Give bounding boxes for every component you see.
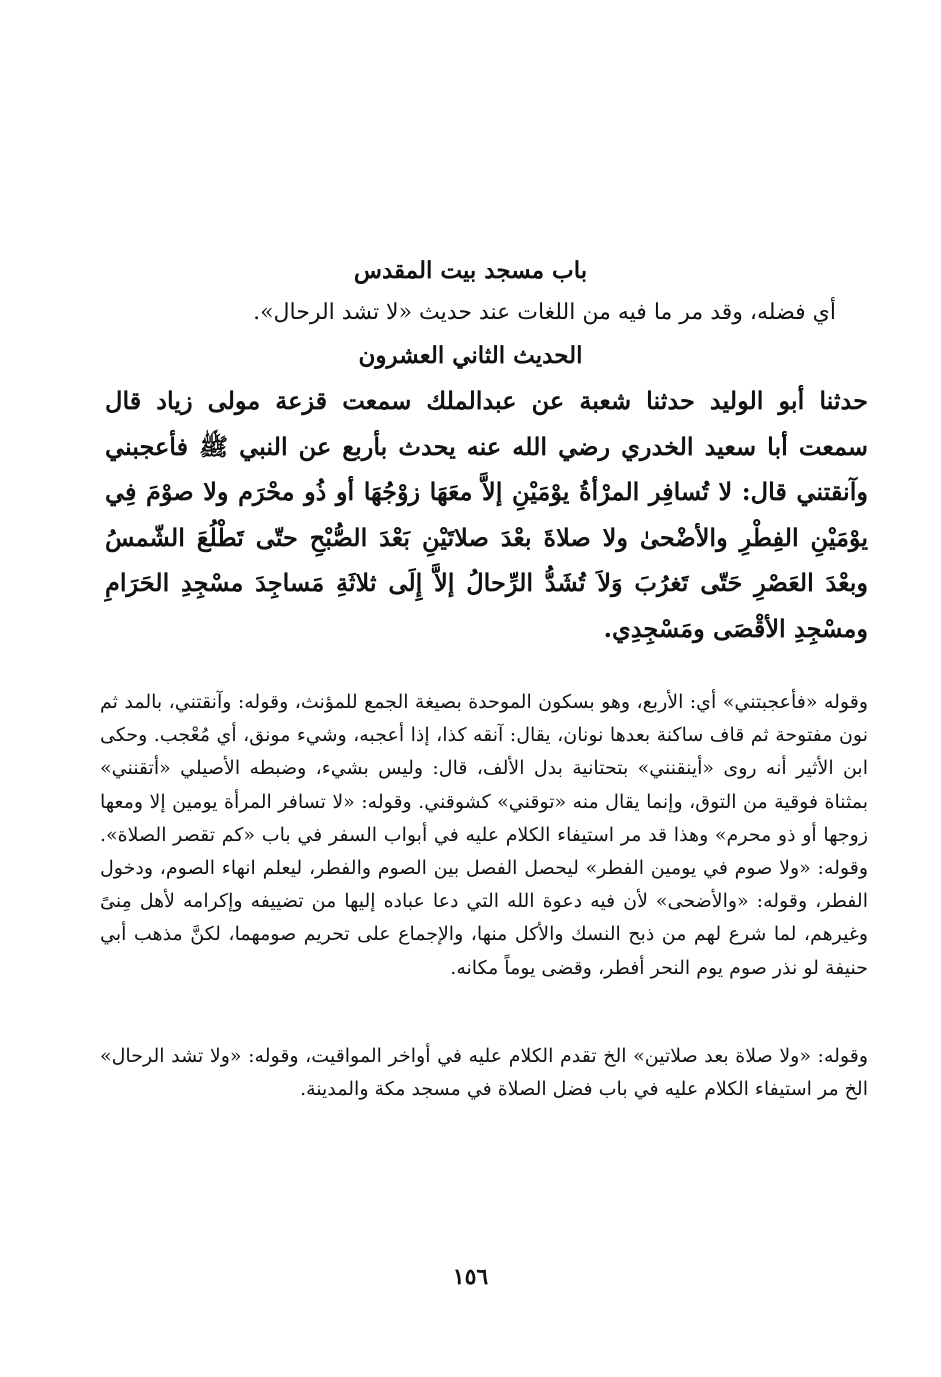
page-number: ١٥٦ <box>452 1264 489 1290</box>
hadith-heading: الحديث الثاني العشرون <box>358 342 583 369</box>
hadith-text: حدثنا أبو الوليد حدثنا شعبة عن عبدالملك سمعت قزعة مولى زياد قال سمعت أبا سعيد الخدري رضي الله عنه يحدث بأربع عن النبي ﷺ فأعجبني وآنقتني قال: لا تُسافِر المرْأةُ يوْمَيْنِ إلاَّ معَهَا زوْجُهَا أو ذُو محْرَم ولا صوْمَ فِي يوْمَيْنِ الفِطْرِ والأضْحىٰ ولا صلاةَ بعْدَ صلاتَيْنِ بَعْدَ الصُّبْحِ حتّى تَطْلُعَ الشّمسُ وبعْدَ العَصْرِ حَتّى تَغرُبَ وَلاَ تُشَدُّ الرِّحالُ إلاَّ إِلَى ثلاثَةِ مَساجِدَ مسْجِدِ الحَرَامِ ومسْجِدِ الأقْصَى ومَسْجِدِي. <box>105 386 869 643</box>
commentary-paragraph: وقوله «فأعجبتني» أي: الأربع، وهو بسكون الموحدة بصيغة الجمع للمؤنث، وقوله: وآنقتني، بالمد ثم نون مفتوحة ثم قاف ساكنة بعدها نونان، يقال: آنقه كذا، إذا أعجبه، وشيء مونق، أي مُعْجب. وحكى ابن الأثير أنه روى «أينقنني» بتحتانية بدل الألف، قال: وليس بشيء، وضبطه الأصيلي «أتقنني» بمثناة فوقية من التوق، وإنما يقال منه «توقني» كشوقني. وقوله: «لا تسافر المرأة يومين إلا ومعها زوجها أو ذو محرم» وهذا قد مر استيفاء الكلام عليه في أبواب السفر في باب «كم تقصر الصلاة». وقوله: «ولا صوم في يومين الفطر» ليحصل الفصل بين الصوم والفطر، ليعلم انهاء الصوم، ودخول الفطر، وقوله: «والأضحى» لأن فيه دعوة الله التي دعا عباده إليها من تضييفه وإكرامه لأهل مِنىً وغيرهم، لما شرع لهم من ذبح النسك والأكل منها، والإجماع على تحريم صومهما، لكنَّ مذهب أبي حنيفة لو نذر صوم يوم النحر أفطر، وقضى يوماً مكانه. <box>100 691 868 979</box>
chapter-title: باب مسجد بيت المقدس <box>353 257 588 284</box>
commentary-paragraph: وقوله: «ولا صلاة بعد صلاتين» الخ تقدم الكلام عليه في أواخر المواقيت، وقوله: «ولا تشد الرحال» الخ مر استيفاء الكلام عليه في باب فضل الصلاة في مسجد مكة والمدينة. <box>100 1045 868 1101</box>
chapter-intro: أي فضله، وقد مر ما فيه من اللغات عند حديث «لا تشد الرحال». <box>253 300 836 325</box>
